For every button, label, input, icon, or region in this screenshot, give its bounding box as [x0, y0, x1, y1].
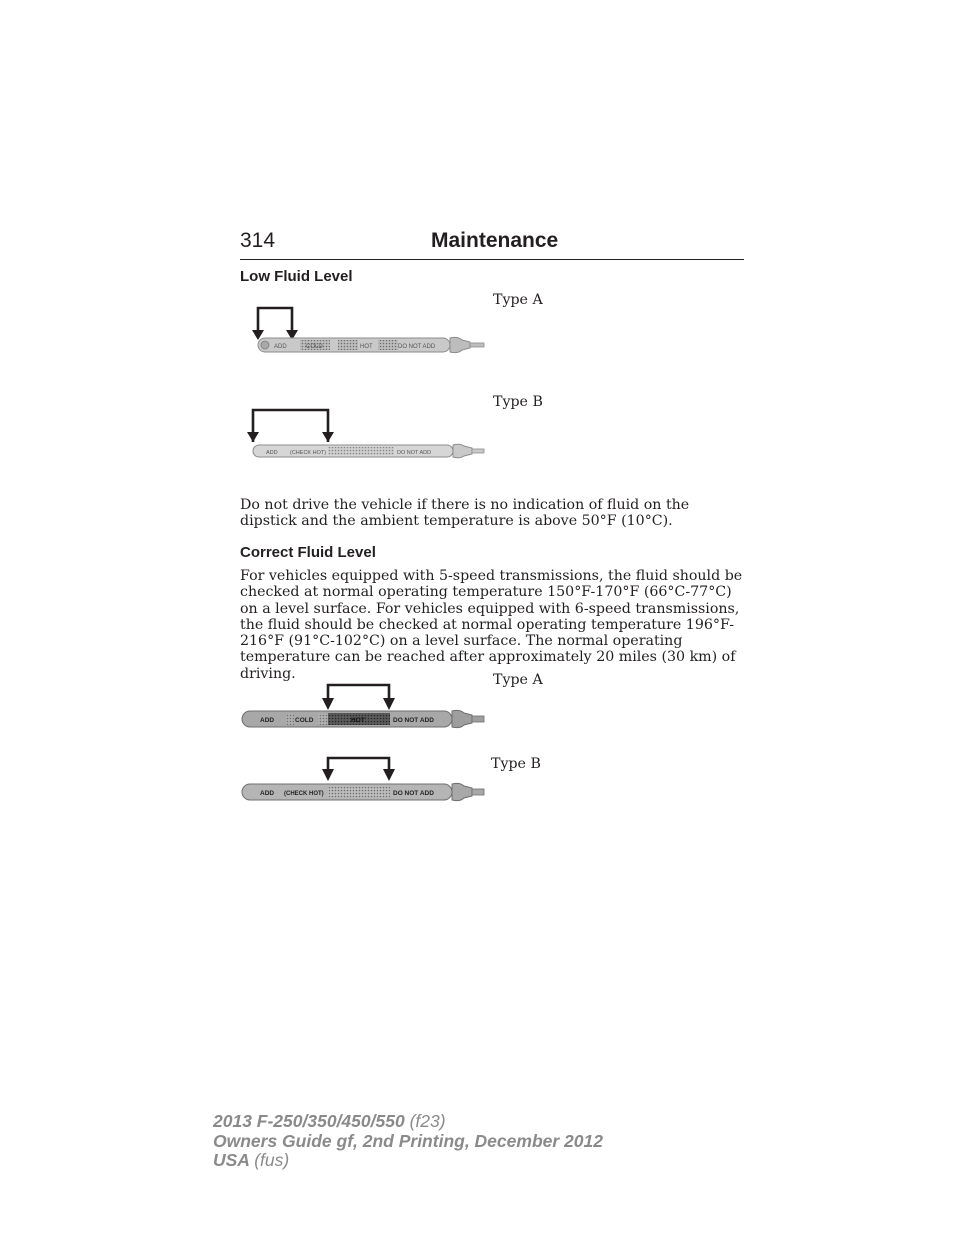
correct-type-a-label: Type A	[493, 672, 543, 688]
level-bracket	[258, 308, 292, 338]
dip-label-do-not-add: DO NOT ADD	[393, 790, 434, 797]
level-bracket	[328, 685, 389, 704]
footer-region-code: (fus)	[254, 1150, 290, 1170]
footer-model: 2013 F-250/350/450/550	[213, 1111, 405, 1131]
dipstick-correct-type-b	[238, 753, 488, 807]
dip-label-add: ADD	[266, 450, 278, 456]
arrow-down-icon	[383, 698, 395, 710]
page-number: 314	[240, 229, 276, 252]
dip-label-hot: HOT	[351, 717, 365, 724]
footer-model-line	[213, 1112, 603, 1132]
dip-label-do-not-add: DO NOT ADD	[398, 344, 436, 350]
dip-label-cold: COLD	[295, 717, 314, 724]
arrow-down-icon	[322, 432, 334, 442]
correct-fluid-paragraph: For vehicles equipped with 5-speed transmissions, the fluid should be checked at normal operating temperature 150°F-170°F (66°C-77°C) on a level surface. For vehicles equipped with 6-speed transmissions, the fluid should be checked at normal operating temperature 196°F-216°F (91°C-102°C) on a level surface. The normal operating temperature can be reached after approximately 20 miles (30 km) of driving.	[240, 568, 743, 682]
arrow-down-icon	[322, 769, 334, 781]
page-title: Maintenance	[431, 229, 559, 252]
dip-label-do-not-add: DO NOT ADD	[397, 450, 432, 456]
arrow-down-icon	[322, 698, 334, 710]
correct-type-b-label: Type B	[491, 756, 541, 772]
dipstick-correct-type-a	[238, 678, 488, 734]
dip-label-do-not-add: DO NOT ADD	[393, 717, 434, 724]
low-type-a-label: Type A	[493, 292, 543, 308]
dipstick-low-type-b	[238, 404, 488, 462]
dip-label-check-hot: (CHECK HOT)	[284, 791, 324, 797]
footer-region-line	[213, 1151, 603, 1171]
footer-region: USA	[213, 1150, 250, 1170]
footer-model-code: (f23)	[409, 1111, 446, 1131]
dip-label-check-hot: (CHECK HOT)	[290, 450, 327, 456]
level-bracket	[253, 410, 328, 442]
dip-label-add: ADD	[260, 790, 275, 797]
low-fluid-paragraph: Do not drive the vehicle if there is no indication of fluid on the dipstick and the ambient temperature is above 50°F (10°C).	[240, 497, 690, 530]
dip-label-cold: COLD	[306, 344, 323, 350]
low-type-b-label: Type B	[493, 394, 543, 410]
low-fluid-heading: Low Fluid Level	[240, 268, 353, 285]
header-rule	[240, 259, 744, 260]
dip-label-hot: HOT	[360, 344, 373, 350]
footer-guide: Owners Guide gf, 2nd Printing, December 2012	[213, 1130, 603, 1151]
footer	[213, 1112, 603, 1171]
arrow-down-icon	[383, 769, 395, 781]
dipstick-low-type-a	[238, 300, 488, 360]
arrow-down-icon	[247, 432, 259, 442]
dip-label-add: ADD	[260, 717, 275, 724]
correct-fluid-heading: Correct Fluid Level	[240, 544, 376, 561]
level-bracket	[328, 758, 389, 775]
dip-label-add: ADD	[274, 344, 287, 350]
